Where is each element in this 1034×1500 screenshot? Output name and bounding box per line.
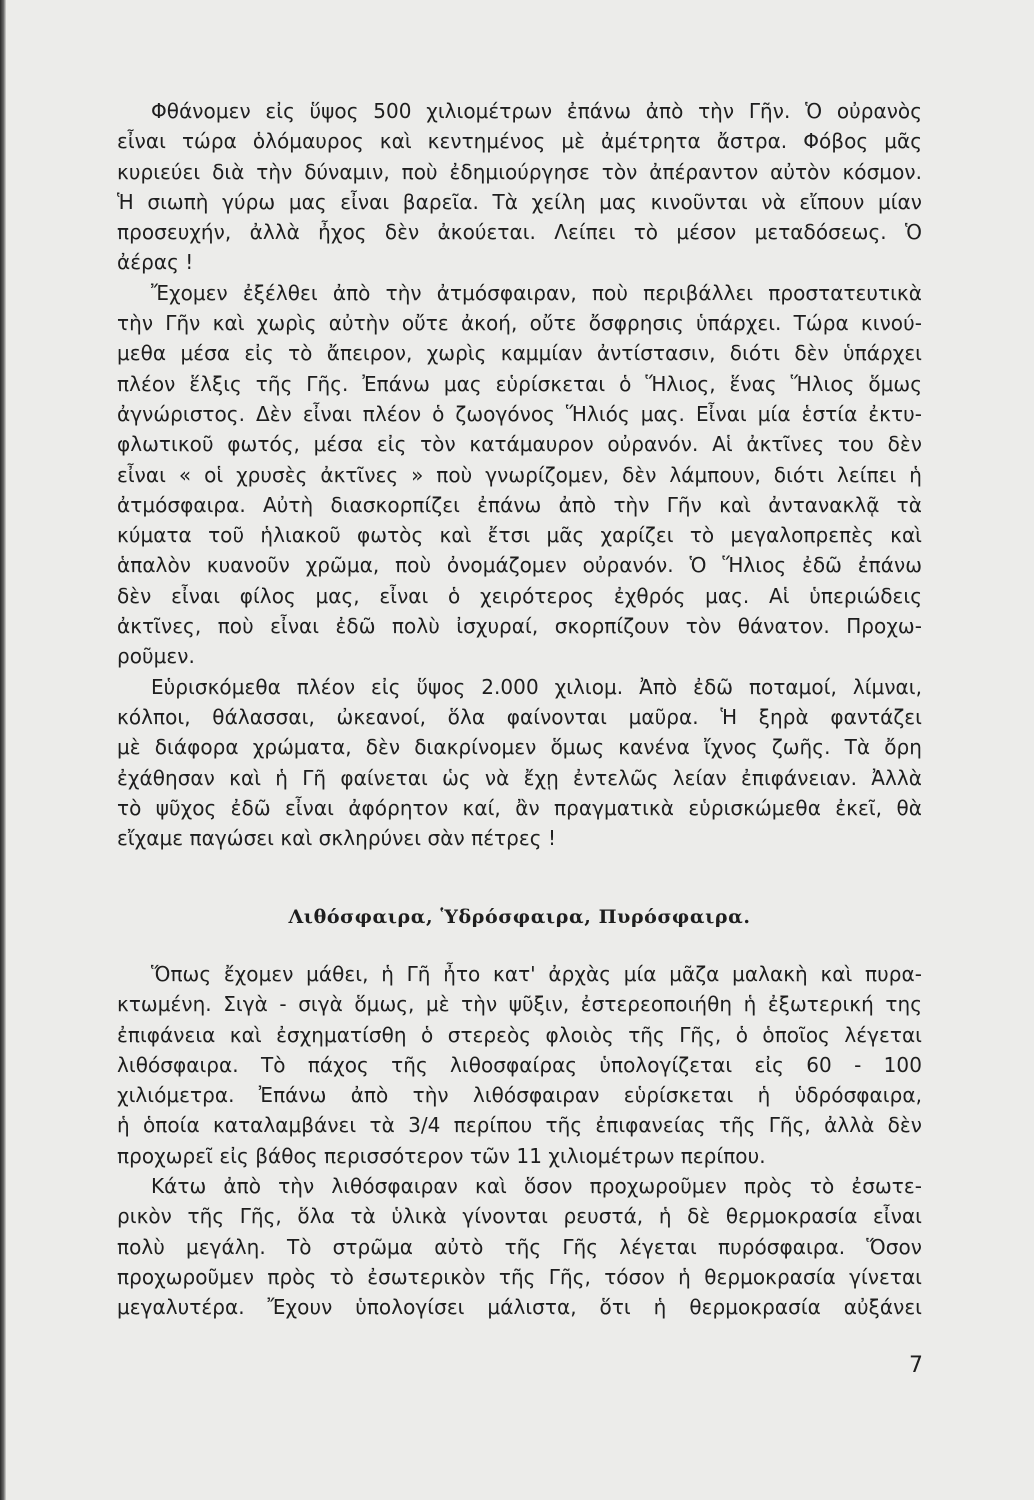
text-line: ἀέρας ! <box>117 250 194 275</box>
text-line: ρικὸν τῆς Γῆς, ὅλα τὰ ὑλικὰ γίνονται ρευστά, ἡ δὲ θερμοκρασία εἶναι <box>117 1204 922 1229</box>
body-text-section-2 <box>117 959 922 1323</box>
text-line: προχωροῦμεν πρὸς τὸ ἐσωτερικὸν τῆς Γῆς, τόσον ἡ θερμοκρασία γίνεται <box>117 1264 922 1289</box>
binding-shadow <box>0 0 6 1500</box>
text-line: προχωρεῖ εἰς βάθος περισσότερον τῶν 11 χιλιομέτρων περίπου. <box>117 1143 766 1168</box>
text-line: κυριεύει διὰ τὴν δύναμιν, ποὺ ἐδημιούργησε τὸν ἀπέραντον αὐτὸν κόσμον. <box>117 159 922 184</box>
text-line: πλέον ἕλξις τῆς Γῆς. Ἐπάνω μας εὑρίσκεται ὁ Ἥλιος, ἕνας Ἥλιος ὅμως <box>117 371 922 396</box>
text-line: μεγαλυτέρα. Ἔχουν ὑπολογίσει μάλιστα, ὅτι ἡ θερμοκρασία αὐξάνει <box>117 1295 922 1320</box>
text-line: κτωμένη. Σιγὰ - σιγὰ ὅμως, μὲ τὴν ψῦξιν, ἐστερεοποιήθη ἡ ἐξωτερική της <box>117 992 922 1017</box>
text-line: τὸ ψῦχος ἐδῶ εἶναι ἀφόρητον καί, ἂν πραγματικὰ εὑρισκώμεθα ἐκεῖ, θὰ <box>117 795 922 820</box>
text-line: κύματα τοῦ ἡλιακοῦ φωτὸς καὶ ἔτσι μᾶς χαρίζει τὸ μεγαλοπρεπὲς καὶ <box>117 523 922 548</box>
text-line: εἶναι τώρα ὁλόμαυρος καὶ κεντημένος μὲ ἀμέτρητα ἄστρα. Φόβος μᾶς <box>117 129 922 154</box>
body-text-section-1 <box>117 96 922 853</box>
text-line: ἐπιφάνεια καὶ ἐσχηματίσθη ὁ στερεὸς φλοιὸς τῆς Γῆς, ὁ ὁποῖος λέγεται <box>117 1022 922 1047</box>
text-line: λιθόσφαιρα. Τὸ πάχος τῆς λιθοσφαίρας ὑπολογίζεται εἰς 60 - 100 <box>117 1052 922 1077</box>
text-line: προσευχήν, ἀλλὰ ἦχος δὲν ἀκούεται. Λείπει τὸ μέσον μεταδόσεως. Ὁ <box>117 220 922 245</box>
text-line: ἀκτῖνες, ποὺ εἶναι ἐδῶ πολὺ ἰσχυραί, σκορπίζουν τὸν θάνατον. Προχω- <box>117 614 922 639</box>
text-line: μεθα μέσα εἰς τὸ ἄπειρον, χωρὶς καμμίαν ἀντίστασιν, διότι δὲν ὑπάρχει <box>117 341 922 366</box>
text-line: χιλιόμετρα. Ἐπάνω ἀπὸ τὴν λιθόσφαιραν εὑρίσκεται ἡ ὑδρόσφαιρα, <box>117 1083 922 1108</box>
section-heading: Λιθόσφαιρα, Ὑδρόσφαιρα, Πυρόσφαιρα. <box>288 906 751 928</box>
text-line: ἡ ὁποία καταλαμβάνει τὰ 3/4 περίπου τῆς ἐπιφανείας τῆς Γῆς, ἀλλὰ δὲν <box>117 1113 922 1138</box>
text-line: Φθάνομεν εἰς ὕψος 500 χιλιομέτρων ἐπάνω ἀπὸ τὴν Γῆν. Ὁ οὐρανὸς <box>151 99 922 123</box>
text-line: μὲ διάφορα χρώματα, δὲν διακρίνομεν ὅμως κανένα ἴχνος ζωῆς. Τὰ ὄρη <box>117 735 922 760</box>
text-line: πολὺ μεγάλη. Τὸ στρῶμα αὐτὸ τῆς Γῆς λέγεται πυρόσφαιρα. Ὅσον <box>117 1234 922 1259</box>
text-line: τὴν Γῆν καὶ χωρὶς αὐτὴν οὔτε ἀκοή, οὔτε ὄσφρησις ὑπάρχει. Τώρα κινού- <box>117 311 922 336</box>
text-line: εἴχαμε παγώσει καὶ σκληρύνει σὰν πέτρες ! <box>117 826 557 851</box>
text-line: ἐχάθησαν καὶ ἡ Γῆ φαίνεται ὡς νὰ ἔχῃ ἐντελῶς λείαν ἐπιφάνειαν. Ἀλλὰ <box>117 765 922 790</box>
text-line: ἀγνώριστος. Δὲν εἶναι πλέον ὁ ζωογόνος Ἥλιός μας. Εἶναι μία ἑστία ἐκτυ- <box>117 401 922 426</box>
text-line: ροῦμεν. <box>117 644 195 669</box>
text-line: φλωτικοῦ φωτός, μέσα εἰς τὸν κατάμαυρον οὐρανόν. Αἱ ἀκτῖνες του δὲν <box>117 432 922 457</box>
text-line: εἶναι « οἱ χρυσὲς ἀκτῖνες » ποὺ γνωρίζομεν, δὲν λάμπουν, διότι λείπει ἡ <box>117 462 922 487</box>
text-line: Κάτω ἀπὸ τὴν λιθόσφαιραν καὶ ὅσον προχωροῦμεν πρὸς τὸ ἐσωτε- <box>151 1174 922 1199</box>
text-line: Ἔχομεν ἐξέλθει ἀπὸ τὴν ἀτμόσφαιραν, ποὺ περιβάλλει προστατευτικὰ <box>151 280 922 305</box>
text-line: ἁπαλὸν κυανοῦν χρῶμα, ποὺ ὀνομάζομεν οὐρανόν. Ὁ Ἥλιος ἐδῶ ἐπάνω <box>117 553 922 578</box>
text-line: κόλποι, θάλασσαι, ὠκεανοί, ὅλα φαίνονται μαῦρα. Ἡ ξηρὰ φαντάζει <box>117 704 922 729</box>
text-line: Ἡ σιωπὴ γύρω μας εἶναι βαρεῖα. Τὰ χείλη μας κινοῦνται νὰ εἴπουν μίαν <box>117 189 922 214</box>
text-line: ἀτμόσφαιρα. Αὐτὴ διασκορπίζει ἐπάνω ἀπὸ τὴν Γῆν καὶ ἀντανακλᾷ τὰ <box>117 492 922 517</box>
text-line: Ὅπως ἔχομεν μάθει, ἡ Γῆ ἦτο κατ' ἀρχὰς μία μᾶζα μαλακὴ καὶ πυρα- <box>151 962 922 986</box>
page-number: 7 <box>909 1353 923 1378</box>
text-line: δὲν εἶναι φίλος μας, εἶναι ὁ χειρότερος ἐχθρός μας. Αἱ ὑπεριώδεις <box>117 583 922 608</box>
text-line: Εὑρισκόμεθα πλέον εἰς ὕψος 2.000 χιλιομ. Ἀπὸ ἐδῶ ποταμοί, λίμναι, <box>151 674 922 699</box>
